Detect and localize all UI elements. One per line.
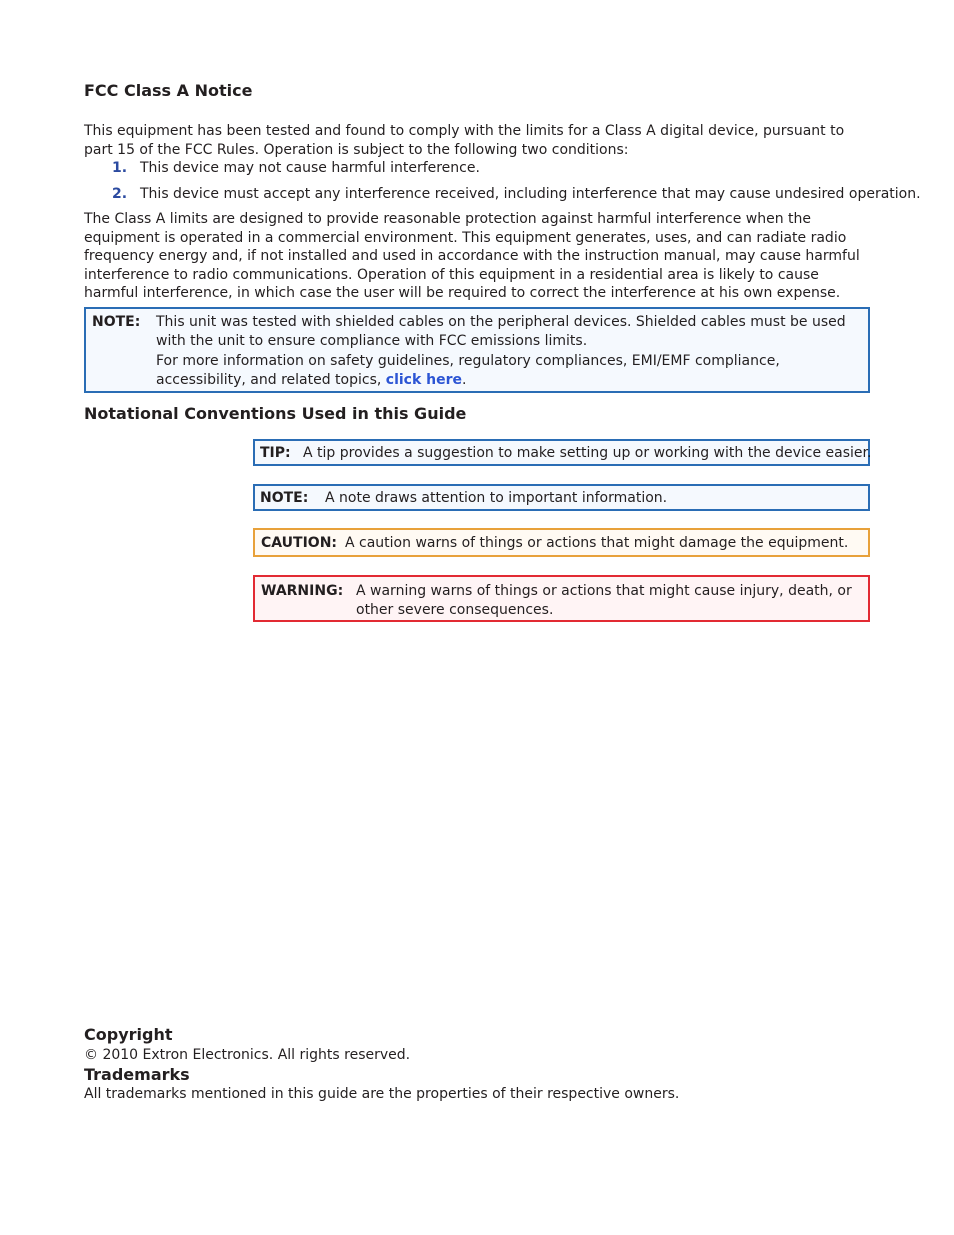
fcc-notice-heading: FCC Class A Notice — [84, 81, 253, 100]
conventions-heading: Notational Conventions Used in this Guide — [84, 404, 467, 423]
note-text-2-before: For more information on safety guidelines, regulatory compliances, EMI/EMF compliance, accessibility, and related topics, — [156, 353, 780, 388]
trademarks-heading: Trademarks — [84, 1065, 190, 1084]
fcc-note-box — [84, 307, 870, 393]
caution-label: CAUTION: — [261, 535, 338, 551]
copyright-text: © 2010 Extron Electronics. All rights reserved. — [84, 1047, 411, 1063]
click-here-link[interactable]: click here — [385, 371, 463, 388]
conditions-list — [84, 159, 921, 203]
caution-box — [253, 528, 870, 557]
note-body — [156, 313, 862, 389]
tip-text: A tip provides a suggestion to make setting up or working with the device easier. — [303, 445, 872, 461]
caution-text: A caution warns of things or actions that might damage the equipment. — [345, 535, 849, 551]
note-label: NOTE: — [92, 314, 141, 330]
trademarks-text: All trademarks mentioned in this guide are the properties of their respective owners. — [84, 1086, 680, 1102]
list-item — [84, 185, 921, 204]
tip-box — [253, 439, 870, 466]
copyright-heading: Copyright — [84, 1025, 173, 1044]
class-a-limits-paragraph: The Class A limits are designed to provide reasonable protection against harmful interference when the equipment is operated in a commercial environment. This equipment generates, uses, and can radiate radio frequency energy and, if not installed and used in accordance with the instruction manual, may cause harmful interference to radio communications. Operation of this equipment in a residential area is likely to cause harmful interference, in which case the user will be required to correct the interference at his own expense. — [84, 211, 860, 301]
list-item-number: 1. — [112, 160, 128, 176]
tip-label: TIP: — [260, 445, 291, 461]
warning-label: WARNING: — [261, 583, 344, 599]
list-item-text: This device may not cause harmful interference. — [140, 160, 480, 176]
warning-text: A warning warns of things or actions that might cause injury, death, or other severe consequences. — [356, 583, 852, 618]
list-item — [84, 159, 874, 178]
list-item-number: 2. — [112, 185, 128, 202]
note-text-2 — [156, 352, 862, 389]
note-example-box — [253, 484, 870, 511]
note-text-2-after: . — [462, 371, 467, 388]
note-example-label: NOTE: — [260, 490, 309, 506]
note-text-1: This unit was tested with shielded cables on the peripheral devices. Shielded cables must be used with the unit to ensure compliance with FCC emissions limits. — [156, 314, 846, 349]
warning-box — [253, 575, 870, 622]
list-item-text: This device must accept any interference received, including interference that may cause undesired operation. — [140, 185, 921, 202]
note-example-text: A note draws attention to important information. — [325, 490, 668, 506]
fcc-intro-paragraph: This equipment has been tested and found to comply with the limits for a Class A digital device, pursuant to part 15 of the FCC Rules. Operation is subject to the following two conditions: — [84, 123, 845, 158]
